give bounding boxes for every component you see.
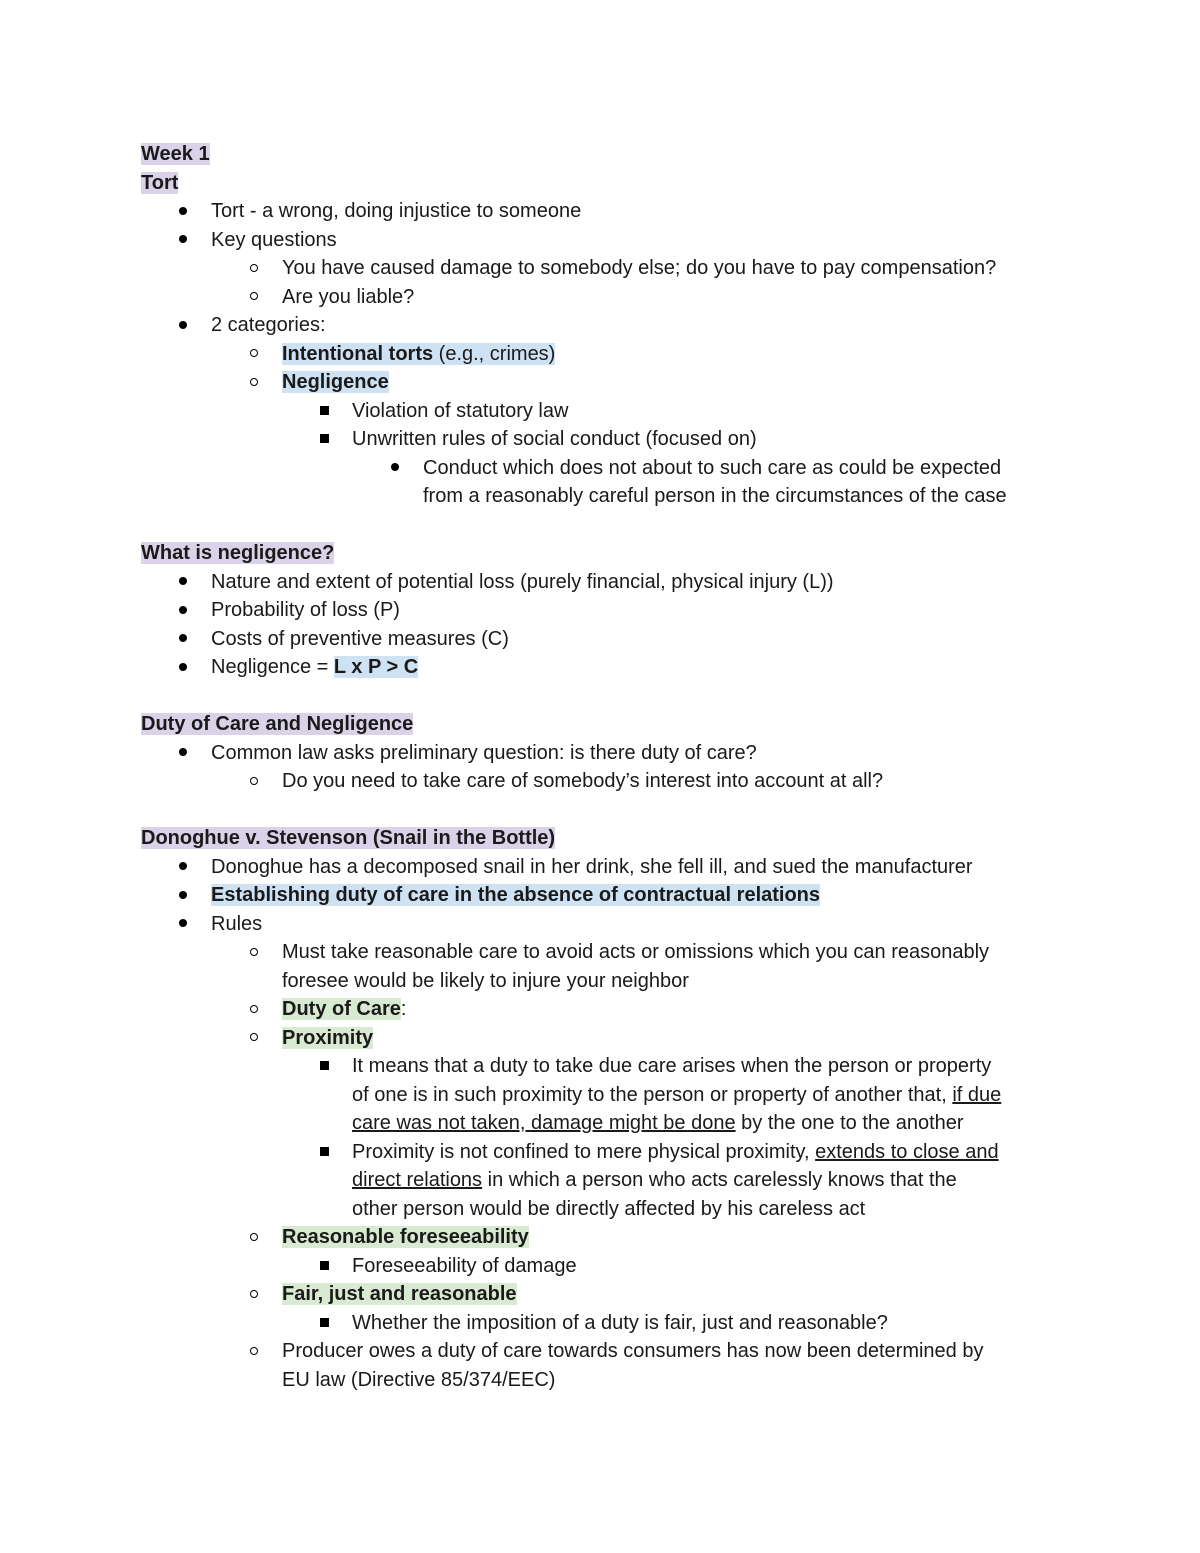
bullet-dot-icon [175,311,191,340]
bullet-dot-icon [175,910,191,939]
week-heading: Week 1 [141,143,210,165]
list-item: Intentional torts (e.g., crimes) [141,340,1071,369]
list-item-continuation: foresee would be likely to injure your neighbor [282,969,689,992]
list-item-continuation: care was not taken, damage might be done by the one to the another [352,1112,964,1134]
list-item: Costs of preventive measures (C) [141,625,1071,654]
list-item: Must take reasonable care to avoid acts or omissions which you can reasonably [141,938,1071,967]
list-item: Violation of statutory law [141,397,1071,426]
bullet-dot-icon [175,226,191,255]
list-item: Duty of Care: [141,995,1071,1024]
list-item: Negligence = L x P > C [141,653,1071,682]
bullet-circle-icon [246,368,262,397]
bullet-circle-icon [246,254,262,283]
section-heading: What is negligence? [141,542,335,564]
list-item: Proximity is not confined to mere physical proximity, extends to close and [141,1138,1071,1167]
bullet-circle-icon [246,1337,262,1366]
list-item-continuation: from a reasonably careful person in the circumstances of the case [423,485,1007,507]
bullet-circle-icon [246,995,262,1024]
section-heading: Donoghue v. Stevenson (Snail in the Bottle) [141,827,556,849]
list-item: You have caused damage to somebody else; do you have to pay compensation? [141,254,1071,283]
list-item: Unwritten rules of social conduct (focused on) [141,425,1071,454]
bullet-dot-icon [175,568,191,597]
bullet-dot-icon [175,739,191,768]
bullet-dot-icon [175,596,191,625]
list-item: Key questions [141,226,1071,255]
bullet-square-icon [316,1309,332,1338]
document-body [141,140,1071,1394]
list-item: Foreseeability of damage [141,1252,1071,1281]
list-item-continuation: of one is in such proximity to the person or property of another that, if due [352,1083,1002,1106]
bullet-dot-icon [175,853,191,882]
list-item: Producer owes a duty of care towards consumers has now been determined by [141,1337,1071,1366]
list-item: Establishing duty of care in the absence of contractual relations [141,881,1071,910]
bullet-square-icon [316,425,332,454]
list-item: Fair, just and reasonable [141,1280,1071,1309]
list-item: Reasonable foreseeability [141,1223,1071,1252]
list-item: Conduct which does not about to such care as could be expected [141,454,1071,483]
list-item: Probability of loss (P) [141,596,1071,625]
bullet-circle-icon [246,283,262,312]
bullet-square-icon [316,397,332,426]
bullet-square-icon [316,1252,332,1281]
list-item: Donoghue has a decomposed snail in her drink, she fell ill, and sued the manufacturer [141,853,1071,882]
list-item: Tort - a wrong, doing injustice to someone [141,197,1071,226]
list-item: 2 categories: [141,311,1071,340]
bullet-circle-icon [246,1223,262,1252]
bullet-circle-icon [246,1280,262,1309]
list-item: Do you need to take care of somebody’s interest into account at all? [141,767,1071,796]
bullet-circle-icon [246,1024,262,1053]
list-item: Negligence [141,368,1071,397]
bullet-dot-icon [175,653,191,682]
bullet-circle-icon [246,938,262,967]
bullet-dot-icon [175,197,191,226]
list-item: Common law asks preliminary question: is there duty of care? [141,739,1071,768]
bullet-dot-icon [387,454,403,483]
list-item-continuation: direct relations in which a person who acts carelessly knows that the [352,1169,957,1191]
section-heading: Duty of Care and Negligence [141,713,414,735]
list-item: Nature and extent of potential loss (purely financial, physical injury (L)) [141,568,1071,597]
list-item-continuation: EU law (Directive 85/374/EEC) [282,1368,556,1391]
list-item: It means that a duty to take due care arises when the person or property [141,1052,1071,1081]
bullet-circle-icon [246,340,262,369]
bullet-square-icon [316,1138,332,1167]
bullet-square-icon [316,1052,332,1081]
bullet-circle-icon [246,767,262,796]
list-item: Rules [141,910,1071,939]
negligence-formula: L x P > C [333,656,419,678]
list-item: Whether the imposition of a duty is fair, just and reasonable? [141,1309,1071,1338]
list-item-continuation: other person would be directly affected by his careless act [352,1197,866,1220]
bullet-dot-icon [175,625,191,654]
list-item: Proximity [141,1024,1071,1053]
list-item: Are you liable? [141,283,1071,312]
bullet-dot-icon [175,881,191,910]
tort-heading: Tort [141,171,179,194]
